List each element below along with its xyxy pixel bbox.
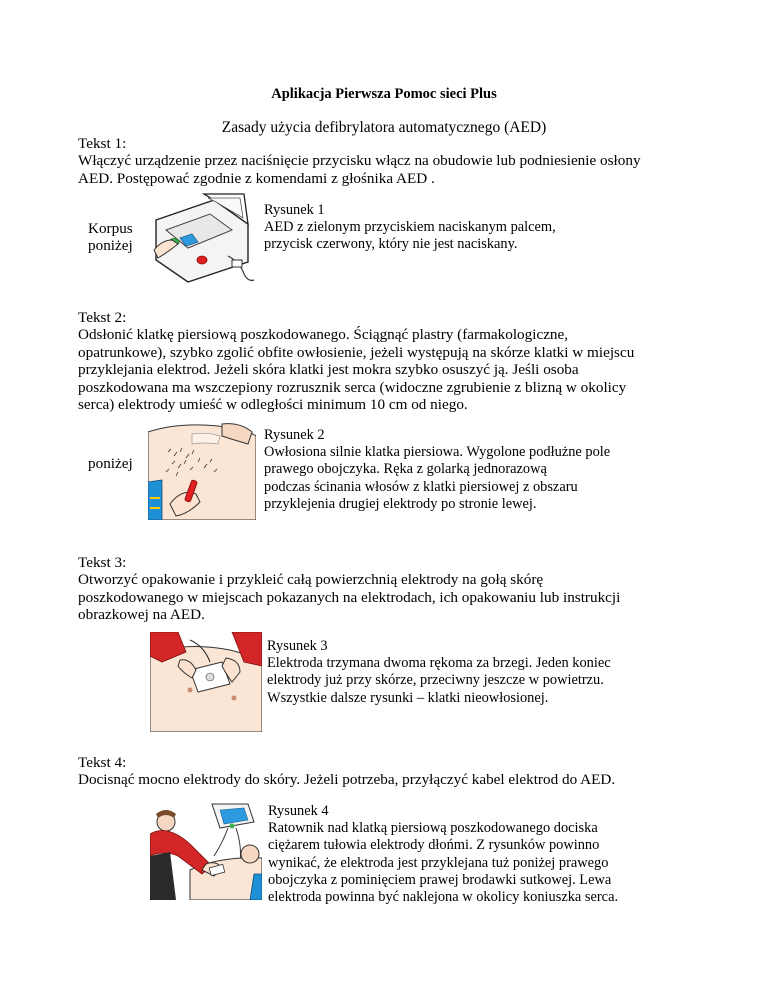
figure-3-caption: [267, 638, 611, 707]
text-line: serca) elektrody umieść w odległości minimum 10 cm od niego.: [78, 396, 468, 414]
text-line: Otworzyć opakowanie i przykleić całą powierzchnią elektrody na gołą skórę: [78, 571, 544, 589]
figure-title: Rysunek 4: [268, 803, 329, 819]
text-line: obrazkowej na AED.: [78, 606, 205, 624]
text-line: Włączyć urządzenie przez naciśnięcie przycisku włącz na obudowie lub podniesienie osłony: [78, 152, 641, 170]
caption-line: podczas ścinania włosów z klatki piersiowej z obszaru: [264, 478, 578, 495]
caption-line: obojczyka z pominięciem prawej brodawki sutkowej. Lewa: [268, 871, 612, 888]
figure-title: Rysunek 1: [264, 202, 325, 218]
section-2-side-label: poniżej: [88, 455, 133, 472]
section-heading: Tekst 2:: [78, 309, 127, 326]
caption-line: elektroda powinna być naklejona w okolicy koniuszka serca.: [268, 889, 619, 906]
section-4-text: [78, 754, 698, 789]
figure-4-rescuer-image: [150, 800, 262, 900]
figure-2-caption: [264, 427, 610, 513]
figure-2-chest-image: [148, 422, 256, 520]
caption-line: prawego obojczyka. Ręka z golarką jednorazową: [264, 461, 547, 478]
figure-4-caption: [268, 803, 618, 906]
caption-line: Elektroda trzymana dwoma rękoma za brzegi. Jeden koniec: [267, 655, 611, 672]
section-heading: Tekst 4:: [78, 754, 127, 771]
caption-line: przycisk czerwony, który nie jest naciskany.: [264, 236, 518, 253]
caption-line: przyklejenia drugiej elektrody po stronie lewej.: [264, 495, 537, 512]
text-line: AED. Postępować zgodnie z komendami z głośnika AED .: [78, 169, 435, 187]
section-1-text: [78, 135, 698, 187]
caption-line: Owłosiona silnie klatka piersiowa. Wygolone podłużne pole: [264, 444, 611, 461]
caption-line: wynikać, że elektroda jest przyklejana tuż poniżej prawego: [268, 854, 609, 871]
caption-line: elektrody już przy skórze, przeciwny jeszcze w powietrzu.: [267, 672, 604, 689]
document-subtitle: Zasady użycia defibrylatora automatycznego (AED): [221, 119, 547, 136]
caption-line: Wszystkie dalsze rysunki – klatki nieowłosionej.: [267, 689, 549, 706]
document-title: Aplikacja Pierwsza Pomoc sieci Plus: [271, 86, 497, 102]
figure-title: Rysunek 3: [267, 638, 328, 654]
text-line: Odsłonić klatkę piersiową poszkodowanego. Ściągnąć plastry (farmakologiczne,: [78, 326, 569, 344]
section-heading: Tekst 1:: [78, 135, 127, 152]
text-line: Docisnąć mocno elektrody do skóry. Jeżeli potrzeba, przyłączyć kabel elektrod do AED.: [78, 771, 616, 789]
text-line: przyklejania elektrod. Jeżeli skóra klatki jest mokra szybko osuszyć ją. Jeśli osoba: [78, 361, 579, 379]
section-1-side-label: Korpus poniżej: [88, 220, 133, 255]
figure-3-electrode-image: [150, 632, 262, 732]
text-line: opatrunkowe), szybko zgolić obfite owłosienie, jeżeli występują na skórze klatki w miejscu: [78, 343, 635, 361]
section-2-text: [78, 309, 698, 413]
figure-1-caption: [264, 202, 556, 254]
caption-line: Ratownik nad klatką piersiową poszkodowanego dociska: [268, 820, 598, 837]
figure-1-aed-image: [148, 190, 256, 286]
caption-line: ciężarem tułowia elektrody dłońmi. Z rysunków powinno: [268, 837, 600, 854]
text-line: poszkodowana ma wszczepiony rozrusznik serca (widoczne zgrubienie z blizną w okolicy: [78, 378, 627, 396]
figure-title: Rysunek 2: [264, 427, 325, 443]
section-3-text: [78, 554, 698, 624]
section-heading: Tekst 3:: [78, 554, 127, 571]
text-line: poszkodowanego w miejscach pokazanych na elektrodach, ich opakowaniu lub instrukcji: [78, 588, 621, 606]
caption-line: AED z zielonym przyciskiem naciskanym palcem,: [264, 219, 556, 236]
